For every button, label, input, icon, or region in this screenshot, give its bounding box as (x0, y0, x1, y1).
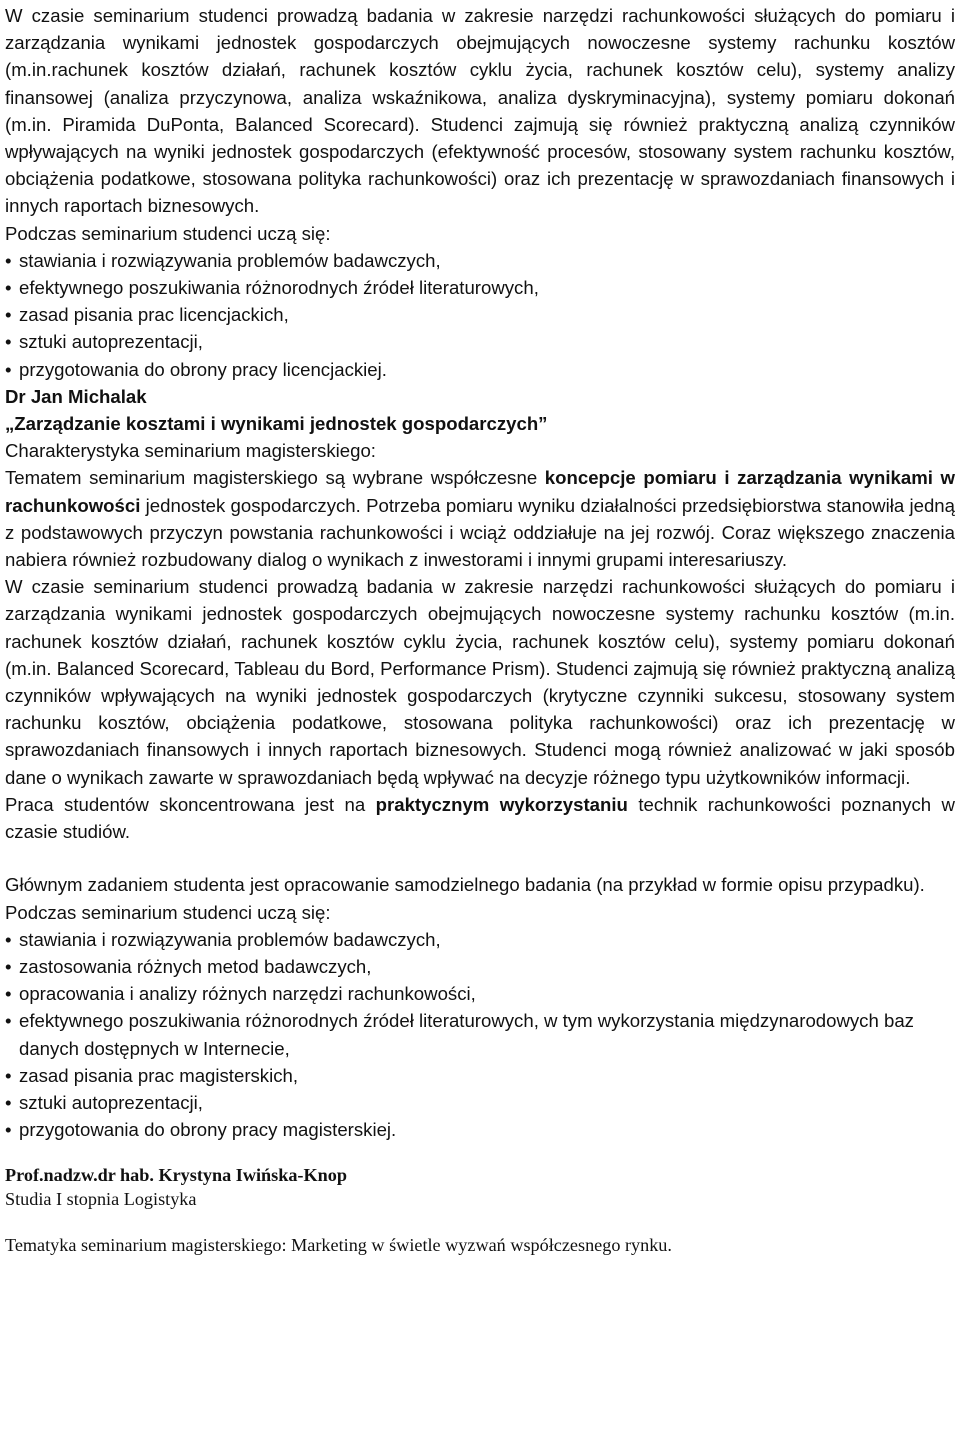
spacer (5, 1143, 955, 1163)
spacer (5, 845, 955, 871)
supervisor-name: Dr Jan Michalak (5, 385, 147, 407)
seminar-topic: „Zarządzanie kosztami i wynikami jednostek gospodarczych” (5, 413, 548, 435)
list-item: • przygotowania do obrony pracy magisterskiej. (5, 1116, 955, 1143)
list-item: • sztuki autoprezentacji, (5, 1089, 955, 1116)
list-item: • stawiania i rozwiązywania problemów badawczych, (5, 926, 955, 953)
text-span: jednostek gospodarczych. Potrzeba pomiaru wyniku działalności przedsiębiorstwa stanowiła jedną z podstawowych przyczyn powstania rachunkowości i wciąż oddziałuje na jej rozwój. Coraz większego znaczenia nabiera również rozbudowany dialog o wynikach z inwestorami i innymi grupami interesariuszy. (5, 494, 955, 571)
seminar-topic-2: Tematyka seminarium magisterskiego: Marketing w świetle wyzwań współczesnego rynku. (5, 1235, 672, 1256)
emphasis-text: koncepcje pomiaru i zarządzania wynikami w rachunkowości (5, 467, 955, 516)
characteristics-heading: Charakterystyka seminarium magisterskiego: (5, 440, 376, 462)
text-span: technik rachunkowości poznanych w czasie studiów. (5, 793, 955, 843)
list-item: • zasad pisania prac magisterskich, (5, 1062, 955, 1089)
skills-list-2 (5, 926, 955, 1144)
main-task-paragraph: Głównym zadaniem studenta jest opracowanie samodzielnego badania (na przykład w formie opisu przypadku). (5, 874, 925, 896)
skills-list-1 (5, 247, 955, 383)
text-span: Tematem seminarium magisterskiego są wybrane współczesne (5, 467, 545, 489)
list-item: • efektywnego poszukiwania różnorodnych źródeł literaturowych, (5, 274, 955, 301)
list-item: • opracowania i analizy różnych narzędzi rachunkowości, (5, 980, 955, 1007)
study-program: Studia I stopnia Logistyka (5, 1189, 197, 1210)
professor-name: Prof.nadzw.dr hab. Krystyna Iwińska-Knop (5, 1165, 347, 1186)
emphasis-text: praktycznym wykorzystaniu (375, 793, 628, 815)
list-item: • zasad pisania prac licencjackich, (5, 301, 955, 328)
topic-paragraph (5, 464, 955, 573)
list-item: • sztuki autoprezentacji, (5, 328, 955, 355)
focus-paragraph (5, 791, 955, 845)
document-page (5, 2, 955, 1257)
list-item: • zastosowania różnych metod badawczych, (5, 953, 955, 980)
spacer (5, 1211, 955, 1233)
learn-intro-2: Podczas seminarium studenci uczą się: (5, 901, 331, 923)
list-item: • efektywnego poszukiwania różnorodnych źródeł literaturowych, w tym wykorzystania międzynarodowych baz danych dostępnych w Internecie, (5, 1007, 955, 1061)
learn-intro-1: Podczas seminarium studenci uczą się: (5, 222, 331, 244)
text-span: Praca studentów skoncentrowana jest na (5, 793, 376, 815)
intro-paragraph: W czasie seminarium studenci prowadzą badania w zakresie narzędzi rachunkowości służących do pomiaru i zarządzania wynikami jednostek gospodarczych obejmujących nowoczesne systemy rachunku kosztów (m.in.rachunek kosztów działań, rachunek kosztów cyklu życia, rachunek kosztów celu), systemy analizy finansowej (analiza przyczynowa, analiza wskaźnikowa, analiza dyskryminacyjna), systemy pomiaru dokonań (m.in. Piramida DuPonta, Balanced Scorecard). Studenci zajmują się również praktyczną analizą czynników wpływających na wyniki jednostek gospodarczych (efektywność procesów, stosowany system rachunku kosztów, obciążenia podatkowe, stosowana polityka rachunkowości) oraz ich prezentację w sprawozdaniach finansowych i innych raportach biznesowych. (5, 5, 955, 217)
research-paragraph: W czasie seminarium studenci prowadzą badania w zakresie narzędzi rachunkowości służących do pomiaru i zarządzania wynikami jednostek gospodarczych obejmujących nowoczesne systemy rachunku kosztów (m.in. rachunek kosztów działań, rachunek kosztów cyklu życia, rachunek kosztów celu), systemy pomiaru dokonań (m.in. Balanced Scorecard, Tableau du Bord, Performance Prism). Studenci zajmują się również praktyczną analizą czynników wpływających na wyniki jednostek gospodarczych (krytyczne czynniki sukcesu, stosowany system rachunku kosztów, obciążenia podatkowe, stosowana polityka rachunkowości) oraz ich prezentację w sprawozdaniach finansowych i innych raportach biznesowych. Studenci mogą również analizować w jaki sposób dane o wynikach zawarte w sprawozdaniach będą wpływać na decyzje różnego typu użytkowników informacji. (5, 576, 955, 788)
list-item: • przygotowania do obrony pracy licencjackiej. (5, 356, 955, 383)
list-item: • stawiania i rozwiązywania problemów badawczych, (5, 247, 955, 274)
